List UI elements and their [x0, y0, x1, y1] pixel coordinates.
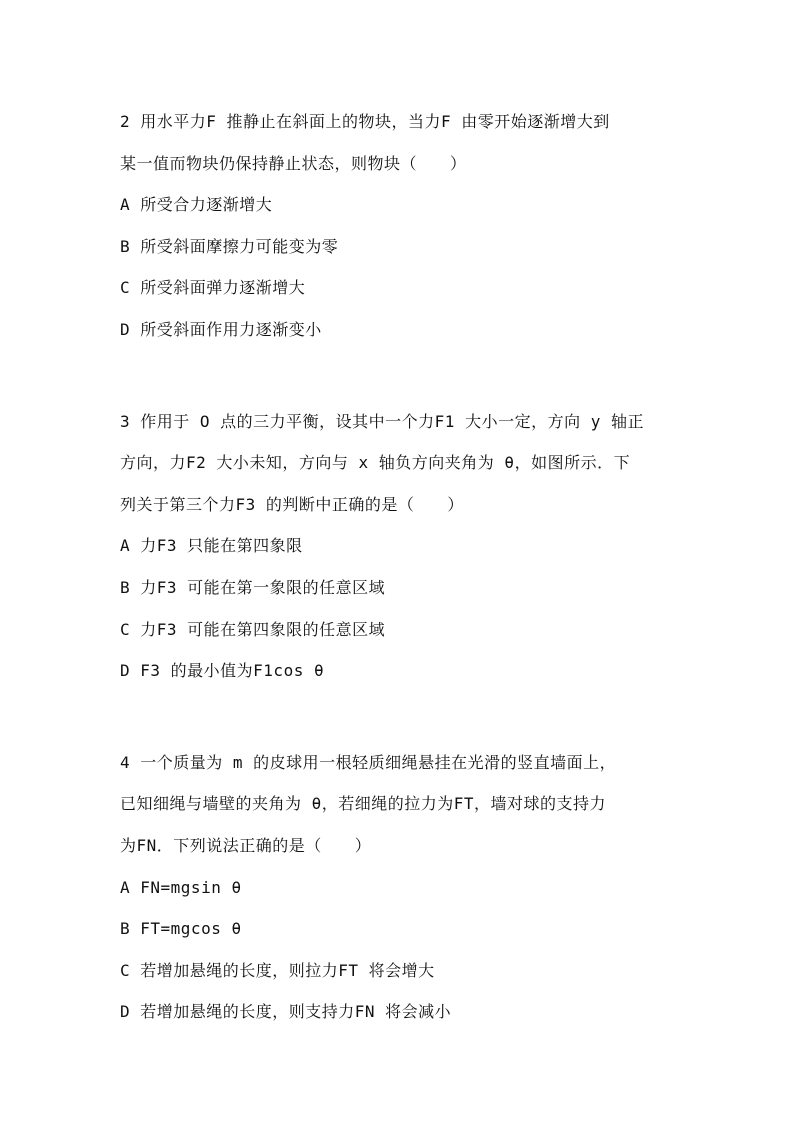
question-4-option-b: B FT=mgcos θ: [120, 919, 242, 939]
question-4-stem-line-2: 已知细绳与墙壁的夹角为 θ，若细绳的拉力为FT，墙对球的支持力: [120, 794, 607, 814]
question-3-option-d: D F3 的最小值为F1cos θ: [120, 661, 325, 681]
question-3-option-a: A 力F3 只能在第四象限: [120, 536, 303, 556]
question-2-option-d: D 所受斜面作用力逐渐变小: [120, 319, 322, 339]
question-4-stem-line-1: 4 一个质量为 m 的皮球用一根轻质细绳悬挂在光滑的竖直墙面上，: [120, 752, 617, 772]
question-3-stem-line-1: 3 作用于 O 点的三力平衡，设其中一个力F1 大小一定，方向 y 轴正: [120, 411, 644, 431]
question-2: [120, 101, 680, 351]
question-4-option-a: A FN=mgsin θ: [120, 877, 242, 897]
question-3: [120, 401, 680, 692]
question-2-stem-line-1: 2 用水平力F 推静止在斜面上的物块，当力F 由零开始逐渐增大到: [120, 112, 610, 131]
question-4: [120, 742, 680, 1033]
question-4-option-d: D 若增加悬绳的长度，则支持力FN 将会减小: [120, 1002, 452, 1022]
question-3-stem-line-2: 方向，力F2 大小未知，方向与 x 轴负方向夹角为 θ，如图所示．下: [120, 453, 631, 473]
question-2-stem-line-2: 某一值而物块仍保持静止状态，则物块（ ）: [120, 153, 467, 173]
question-4-option-c: C 若增加悬绳的长度，则拉力FT 将会增大: [120, 960, 435, 980]
question-3-option-c: C 力F3 可能在第四象限的任意区域: [120, 619, 386, 639]
question-3-stem-line-3: 列关于第三个力F3 的判断中正确的是（ ）: [120, 494, 464, 514]
question-3-option-b: B 力F3 可能在第一象限的任意区域: [120, 577, 386, 597]
question-2-option-c: C 所受斜面弹力逐渐增大: [120, 278, 306, 298]
document-page: [120, 101, 680, 1033]
question-4-stem-line-3: 为FN．下列说法正确的是（ ）: [120, 835, 372, 855]
question-2-option-a: A 所受合力逐渐增大: [120, 195, 273, 215]
question-2-option-b: B 所受斜面摩擦力可能变为零: [120, 236, 339, 256]
